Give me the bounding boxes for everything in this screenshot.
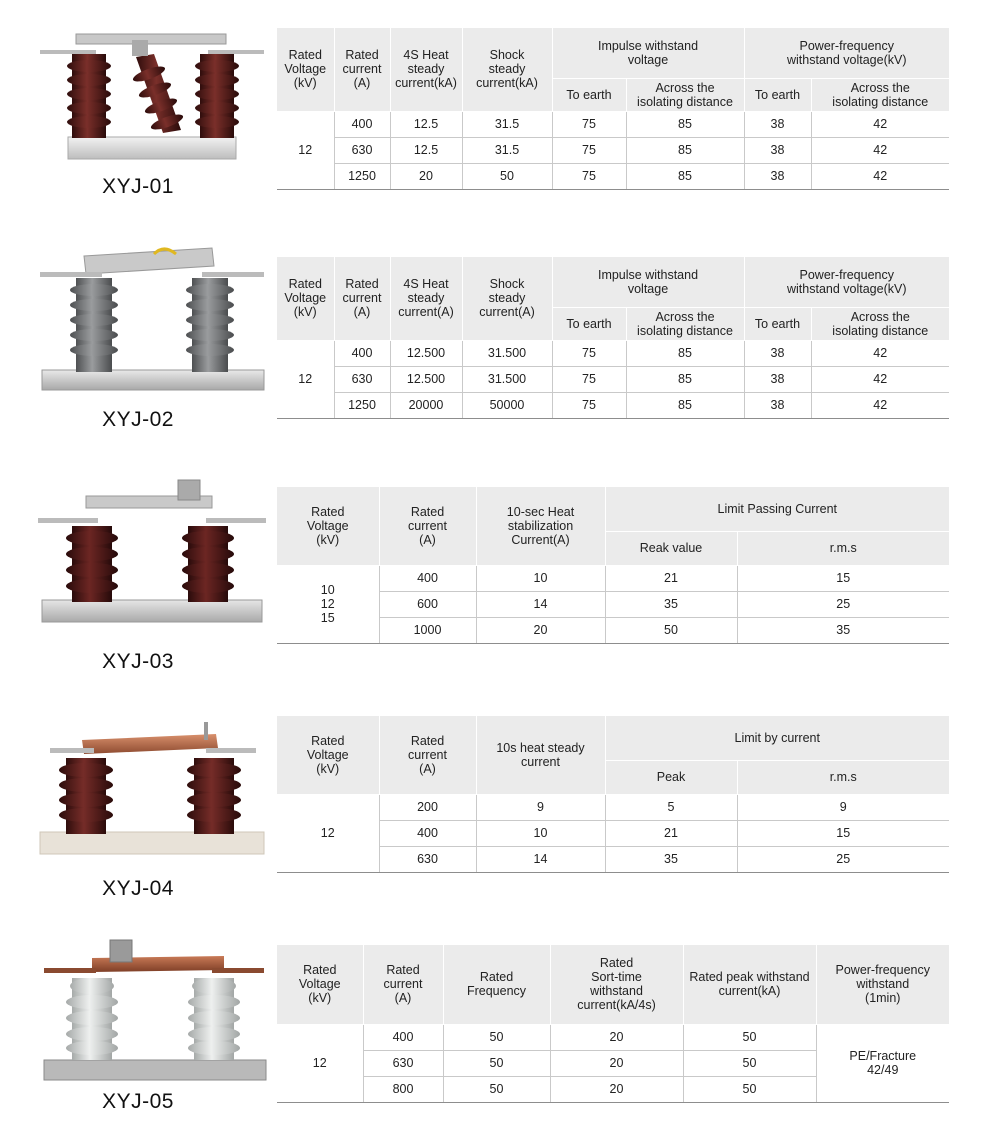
current-cell: 600 (379, 591, 476, 617)
rated-voltage-cell: 12 (277, 1024, 363, 1102)
impulse-earth-cell: 75 (552, 366, 626, 392)
heat-cell: 12.500 (390, 340, 462, 366)
header-limit-current: Limit Passing Current (605, 487, 949, 531)
peak-cell: 5 (605, 794, 737, 820)
table-row (277, 565, 949, 591)
peak-cell: 35 (605, 591, 737, 617)
peak-cell: 35 (605, 846, 737, 872)
header-heat-current: 4S Heat steady current(A) (390, 257, 462, 340)
rms-cell: 25 (737, 846, 949, 872)
current-cell: 400 (379, 820, 476, 846)
header-rms: r.m.s (737, 531, 949, 565)
header-power-frequency: Power-frequency withstand (1min) (816, 945, 949, 1024)
header-rated-voltage: Rated Voltage (kV) (277, 716, 379, 794)
current-cell: 1250 (334, 163, 390, 189)
shock-cell: 50 (462, 163, 552, 189)
model-label: XYJ-04 (102, 877, 174, 900)
impulse-earth-cell: 75 (552, 163, 626, 189)
isolating-switch-brown-icon (36, 476, 268, 626)
isolating-switch-brown-icon (36, 32, 268, 172)
heat-cell: 9 (476, 794, 605, 820)
header-power-across: Across the isolating distance (811, 307, 949, 340)
impulse-earth-cell: 75 (552, 392, 626, 418)
peak-withstand-cell: 50 (683, 1076, 816, 1102)
header-rated-voltage: Rated Voltage (kV) (277, 945, 363, 1024)
header-rated-frequency: Rated Frequency (443, 945, 550, 1024)
table-row (277, 137, 949, 163)
header-rated-current: Rated current (A) (363, 945, 443, 1024)
power-earth-cell: 38 (744, 137, 811, 163)
header-rated-voltage: Rated Voltage (kV) (277, 28, 334, 111)
spec-table (277, 487, 949, 644)
header-power-earth: To earth (744, 78, 811, 111)
header-power-frequency: Power-frequency withstand voltage(kV) (744, 257, 949, 307)
rated-voltage-cell: 12 (277, 340, 334, 418)
shock-cell: 31.5 (462, 137, 552, 163)
table-row (277, 366, 949, 392)
header-impulse-earth: To earth (552, 307, 626, 340)
header-impulse-earth: To earth (552, 78, 626, 111)
product-xyj-05 (0, 930, 1000, 1135)
product-xyj-02 (0, 230, 1000, 440)
isolating-switch-grey-icon (36, 242, 268, 397)
power-earth-cell: 38 (744, 392, 811, 418)
impulse-earth-cell: 75 (552, 111, 626, 137)
shock-cell: 31.500 (462, 366, 552, 392)
rated-voltage-cell: 12 (277, 794, 379, 872)
header-impulse-across: Across the isolating distance (626, 78, 744, 111)
header-impulse: Impulse withstand voltage (552, 28, 744, 78)
heat-cell: 12.5 (390, 111, 462, 137)
product-xyj-01 (0, 0, 1000, 205)
header-limit-current: Limit by current (605, 716, 949, 760)
impulse-across-cell: 85 (626, 163, 744, 189)
header-rated-voltage: Rated Voltage (kV) (277, 257, 334, 340)
impulse-across-cell: 85 (626, 340, 744, 366)
rms-cell: 15 (737, 565, 949, 591)
heat-cell: 12.5 (390, 137, 462, 163)
current-cell: 400 (379, 565, 476, 591)
rms-cell: 35 (737, 617, 949, 643)
power-earth-cell: 38 (744, 163, 811, 189)
power-frequency-cell: PE/Fracture 42/49 (816, 1024, 949, 1102)
table-row (277, 111, 949, 137)
header-shock-current: Shock steady current(A) (462, 257, 552, 340)
model-label: XYJ-05 (102, 1090, 174, 1113)
power-across-cell: 42 (811, 366, 949, 392)
header-peak-withstand: Rated peak withstand current(kA) (683, 945, 816, 1024)
isolating-switch-white-icon (36, 936, 268, 1086)
current-cell: 1000 (379, 617, 476, 643)
frequency-cell: 50 (443, 1076, 550, 1102)
heat-cell: 14 (476, 591, 605, 617)
header-rated-current: Rated current (A) (334, 257, 390, 340)
table-row (277, 794, 949, 820)
impulse-across-cell: 85 (626, 366, 744, 392)
rms-cell: 15 (737, 820, 949, 846)
header-impulse-across: Across the isolating distance (626, 307, 744, 340)
current-cell: 400 (363, 1024, 443, 1050)
header-power-earth: To earth (744, 307, 811, 340)
power-earth-cell: 38 (744, 340, 811, 366)
table-row (277, 392, 949, 418)
current-cell: 800 (363, 1076, 443, 1102)
header-rated-current: Rated current (A) (379, 487, 476, 565)
shock-cell: 31.500 (462, 340, 552, 366)
power-across-cell: 42 (811, 392, 949, 418)
rated-voltage-cell: 10 12 15 (277, 565, 379, 643)
header-peak: Reak value (605, 531, 737, 565)
impulse-across-cell: 85 (626, 137, 744, 163)
current-cell: 630 (334, 137, 390, 163)
header-peak: Peak (605, 760, 737, 794)
current-cell: 630 (379, 846, 476, 872)
short-time-cell: 20 (550, 1050, 683, 1076)
rms-cell: 25 (737, 591, 949, 617)
header-rms: r.m.s (737, 760, 949, 794)
header-shock-current: Shock steady current(kA) (462, 28, 552, 111)
table-row (277, 340, 949, 366)
table-row (277, 1024, 949, 1050)
header-rated-current: Rated current (A) (334, 28, 390, 111)
heat-cell: 12.500 (390, 366, 462, 392)
current-cell: 200 (379, 794, 476, 820)
heat-cell: 10 (476, 820, 605, 846)
heat-cell: 20 (476, 617, 605, 643)
current-cell: 630 (334, 366, 390, 392)
rated-voltage-cell: 12 (277, 111, 334, 189)
power-across-cell: 42 (811, 111, 949, 137)
spec-table (277, 257, 949, 419)
current-cell: 400 (334, 111, 390, 137)
power-across-cell: 42 (811, 137, 949, 163)
short-time-cell: 20 (550, 1076, 683, 1102)
current-cell: 400 (334, 340, 390, 366)
spec-table (277, 716, 949, 873)
heat-cell: 20000 (390, 392, 462, 418)
header-short-time-current: Rated Sort-time withstand current(kA/4s) (550, 945, 683, 1024)
shock-cell: 50000 (462, 392, 552, 418)
peak-cell: 21 (605, 820, 737, 846)
model-label: XYJ-03 (102, 650, 174, 673)
heat-cell: 20 (390, 163, 462, 189)
peak-cell: 21 (605, 565, 737, 591)
header-power-frequency: Power-frequency withstand voltage(kV) (744, 28, 949, 78)
model-label: XYJ-01 (102, 175, 174, 198)
header-impulse: Impulse withstand voltage (552, 257, 744, 307)
shock-cell: 31.5 (462, 111, 552, 137)
spec-table (277, 28, 949, 190)
impulse-earth-cell: 75 (552, 340, 626, 366)
heat-cell: 14 (476, 846, 605, 872)
table-row (277, 163, 949, 189)
header-rated-current: Rated current (A) (379, 716, 476, 794)
header-power-across: Across the isolating distance (811, 78, 949, 111)
product-xyj-03 (0, 470, 1000, 680)
header-heat-current: 10s heat steady current (476, 716, 605, 794)
power-across-cell: 42 (811, 163, 949, 189)
rms-cell: 9 (737, 794, 949, 820)
model-label: XYJ-02 (102, 408, 174, 431)
heat-cell: 10 (476, 565, 605, 591)
impulse-across-cell: 85 (626, 111, 744, 137)
peak-withstand-cell: 50 (683, 1050, 816, 1076)
impulse-across-cell: 85 (626, 392, 744, 418)
power-earth-cell: 38 (744, 111, 811, 137)
header-heat-current: 10-sec Heat stabilization Current(A) (476, 487, 605, 565)
frequency-cell: 50 (443, 1024, 550, 1050)
header-heat-current: 4S Heat steady current(kA) (390, 28, 462, 111)
header-rated-voltage: Rated Voltage (kV) (277, 487, 379, 565)
power-earth-cell: 38 (744, 366, 811, 392)
power-across-cell: 42 (811, 340, 949, 366)
peak-withstand-cell: 50 (683, 1024, 816, 1050)
spec-table (277, 945, 949, 1103)
isolating-switch-brown-icon (36, 718, 268, 858)
frequency-cell: 50 (443, 1050, 550, 1076)
product-xyj-04 (0, 700, 1000, 910)
short-time-cell: 20 (550, 1024, 683, 1050)
impulse-earth-cell: 75 (552, 137, 626, 163)
current-cell: 630 (363, 1050, 443, 1076)
peak-cell: 50 (605, 617, 737, 643)
current-cell: 1250 (334, 392, 390, 418)
